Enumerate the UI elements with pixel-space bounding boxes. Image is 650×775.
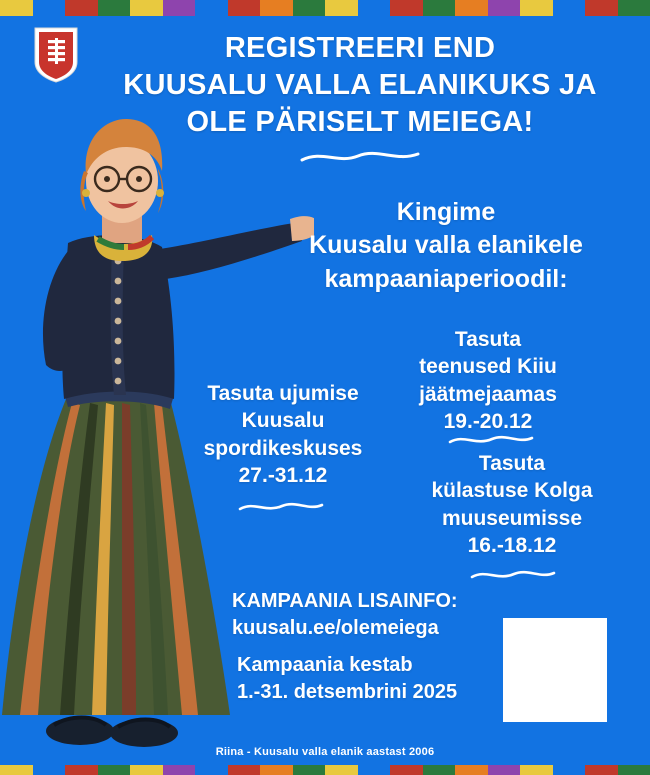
stripe-segment: [618, 765, 650, 775]
offer-museum-line-2: külastuse Kolga: [431, 479, 593, 503]
campaign-duration: [237, 652, 507, 706]
stripe-segment: [585, 765, 618, 775]
stripe-segment: [488, 0, 521, 16]
stripe-segment: [0, 0, 33, 16]
stripe-segment: [260, 0, 293, 16]
intro-line-3: kampaaniaperioodil:: [324, 264, 568, 293]
stripe-segment: [423, 0, 456, 16]
stripe-segment: [553, 0, 586, 16]
stripe-segment: [98, 0, 131, 16]
offer-waste-line-1: Tasuta: [454, 328, 522, 351]
offer-museum-dates: 16.-18.12: [467, 533, 557, 557]
stripe-segment: [130, 765, 163, 775]
offer-swimming: [178, 380, 388, 489]
headline-line-3: OLE PÄRISELT MEIEGA!: [186, 106, 534, 139]
squiggle-underline-icon: [448, 433, 534, 447]
intro-text: [262, 196, 630, 296]
campaign-url[interactable]: kuusalu.ee/olemeiega: [232, 617, 439, 639]
offer-waste-line-3: jäätmejaamas: [419, 382, 557, 406]
stripe-segment: [293, 0, 326, 16]
stripe-segment: [0, 765, 33, 775]
stripe-segment: [390, 765, 423, 775]
stripe-segment: [65, 0, 98, 16]
stripe-segment: [455, 765, 488, 775]
squiggle-underline-icon: [470, 568, 556, 582]
stripe-segment: [358, 0, 391, 16]
stripe-segment: [618, 0, 650, 16]
stripe-segment: [423, 765, 456, 775]
stripe-segment: [98, 765, 131, 775]
stripe-segment: [325, 0, 358, 16]
stripe-segment: [260, 765, 293, 775]
stripe-segment: [520, 0, 553, 16]
shield-crest-icon: [33, 26, 79, 84]
squiggle-underline-icon: [300, 148, 420, 166]
stripe-segment: [520, 765, 553, 775]
stripe-segment: [228, 0, 261, 16]
campaign-duration-line-2: 1.-31. detsembrini 2025: [237, 681, 458, 703]
offer-waste-line-2: teenused Kiiu: [419, 355, 557, 379]
stripe-segment: [195, 765, 228, 775]
offer-swimming-line-1: Tasuta ujumise: [207, 382, 359, 405]
stripe-segment: [195, 0, 228, 16]
stripe-segment: [33, 765, 66, 775]
stripe-segment: [358, 765, 391, 775]
top-stripe-decoration: [0, 0, 650, 16]
campaign-info-label: KAMPAANIA LISAINFO:: [232, 590, 458, 612]
stripe-segment: [488, 765, 521, 775]
stripe-segment: [130, 0, 163, 16]
squiggle-underline-icon: [238, 500, 324, 514]
stripe-segment: [455, 0, 488, 16]
campaign-info: [232, 588, 522, 642]
photo-caption: Riina - Kuusalu valla elanik aastast 2006: [215, 746, 435, 758]
offer-waste-dates: 19.-20.12: [443, 409, 533, 433]
headline-line-1: REGISTREERI END: [224, 32, 496, 64]
stripe-segment: [293, 765, 326, 775]
stripe-segment: [325, 765, 358, 775]
offer-swimming-dates: 27.-31.12: [238, 463, 328, 487]
headline-line-2: KUUSALU VALLA ELANIKUKS JA: [123, 69, 597, 102]
stripe-segment: [390, 0, 423, 16]
offer-museum-line-3: muuseumisse: [441, 506, 583, 530]
stripe-segment: [585, 0, 618, 16]
offer-swimming-line-2: Kuusalu: [241, 409, 325, 433]
stripe-segment: [163, 765, 196, 775]
bottom-stripe-decoration: [0, 765, 650, 775]
intro-line-1: Kingime: [396, 198, 496, 226]
stripe-segment: [33, 0, 66, 16]
campaign-duration-line-1: Kampaania kestab: [237, 654, 413, 676]
stripe-segment: [553, 765, 586, 775]
page-title: [95, 30, 625, 141]
offer-swimming-line-3: spordikeskuses: [203, 436, 363, 460]
intro-line-2: Kuusalu valla elanikele: [309, 231, 583, 260]
stripe-segment: [65, 765, 98, 775]
offer-museum: [412, 450, 612, 559]
stripe-segment: [228, 765, 261, 775]
stripe-segment: [163, 0, 196, 16]
qr-code-icon[interactable]: [503, 618, 607, 722]
offer-waste-station: [388, 326, 588, 435]
offer-museum-line-1: Tasuta: [478, 452, 546, 475]
